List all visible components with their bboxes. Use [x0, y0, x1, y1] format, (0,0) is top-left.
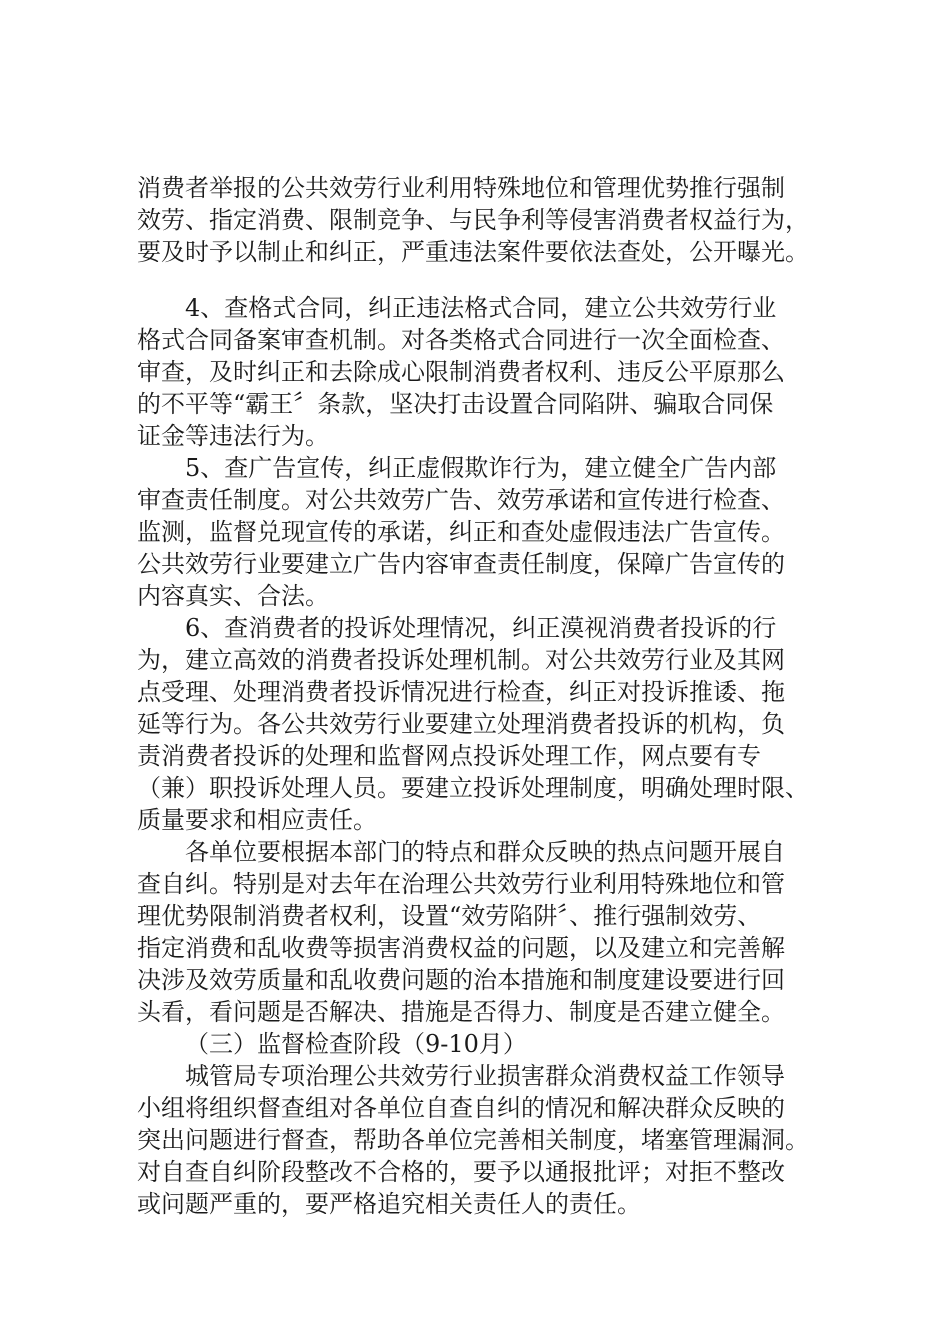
text-line: 决涉及效劳质量和乱收费问题的治本措施和制度建设要进行回 — [137, 966, 785, 994]
text-line: 格式合同备案审查机制。对各类格式合同进行一次全面检查、 — [137, 326, 785, 354]
text-line: 5、查广告宣传，纠正虚假欺诈行为，建立健全广告内部 — [185, 454, 777, 482]
text-line: 头看，看问题是否解决、措施是否得力、制度是否建立健全。 — [137, 998, 785, 1026]
text-line: 各单位要根据本部门的特点和群众反映的热点问题开展自 — [185, 838, 785, 866]
text-line: 要及时予以制止和纠正，严重违法案件要依法查处，公开曝光。 — [137, 238, 809, 266]
text-line: 的不平等“霸王〞条款，坚决打击设置合同陷阱、骗取合同保 — [137, 390, 774, 418]
text-line: 6、查消费者的投诉处理情况，纠正漠视消费者投诉的行 — [185, 614, 777, 642]
section-heading: （三）监督检查阶段（9-10月） — [185, 1030, 527, 1058]
text-line: 4、查格式合同，纠正违法格式合同，建立公共效劳行业 — [185, 294, 777, 322]
text-line: 查自纠。特别是对去年在治理公共效劳行业利用特殊地位和管 — [137, 870, 785, 898]
text-line: 责消费者投诉的处理和监督网点投诉处理工作，网点要有专 — [137, 742, 761, 770]
text-line: 或问题严重的，要严格追究相关责任人的责任。 — [137, 1190, 641, 1218]
text-line: 监测，监督兑现宣传的承诺，纠正和查处虚假违法广告宣传。 — [137, 518, 785, 546]
text-line: 效劳、指定消费、限制竞争、与民争利等侵害消费者权益行为， — [137, 206, 809, 234]
text-line: 内容真实、合法。 — [137, 582, 329, 610]
text-line: 城管局专项治理公共效劳行业损害群众消费权益工作领导 — [185, 1062, 785, 1090]
text-line: 证金等违法行为。 — [137, 422, 329, 450]
text-line: （兼）职投诉处理人员。要建立投诉处理制度，明确处理时限、 — [137, 774, 809, 802]
text-line: 公共效劳行业要建立广告内容审查责任制度，保障广告宣传的 — [137, 550, 785, 578]
text-line: 点受理、处理消费者投诉情况进行检查，纠正对投诉推诿、拖 — [137, 678, 785, 706]
text-line: 延等行为。各公共效劳行业要建立处理消费者投诉的机构，负 — [137, 710, 785, 738]
text-line: 为，建立高效的消费者投诉处理机制。对公共效劳行业及其网 — [137, 646, 785, 674]
text-line: 指定消费和乱收费等损害消费权益的问题，以及建立和完善解 — [137, 934, 785, 962]
text-line: 理优势限制消费者权利，设置“效劳陷阱〞、推行强制效劳、 — [137, 902, 762, 930]
text-line: 审查责任制度。对公共效劳广告、效劳承诺和宣传进行检查、 — [137, 486, 785, 514]
text-line: 质量要求和相应责任。 — [137, 806, 377, 834]
text-line: 审查，及时纠正和去除成心限制消费者权利、违反公平原那么 — [137, 358, 785, 386]
text-line: 消费者举报的公共效劳行业利用特殊地位和管理优势推行强制 — [137, 174, 785, 202]
text-line: 小组将组织督查组对各单位自查自纠的情况和解决群众反映的 — [137, 1094, 785, 1122]
text-line: 突出问题进行督查，帮助各单位完善相关制度，堵塞管理漏洞。 — [137, 1126, 809, 1154]
text-line: 对自查自纠阶段整改不合格的，要予以通报批评；对拒不整改 — [137, 1158, 785, 1186]
